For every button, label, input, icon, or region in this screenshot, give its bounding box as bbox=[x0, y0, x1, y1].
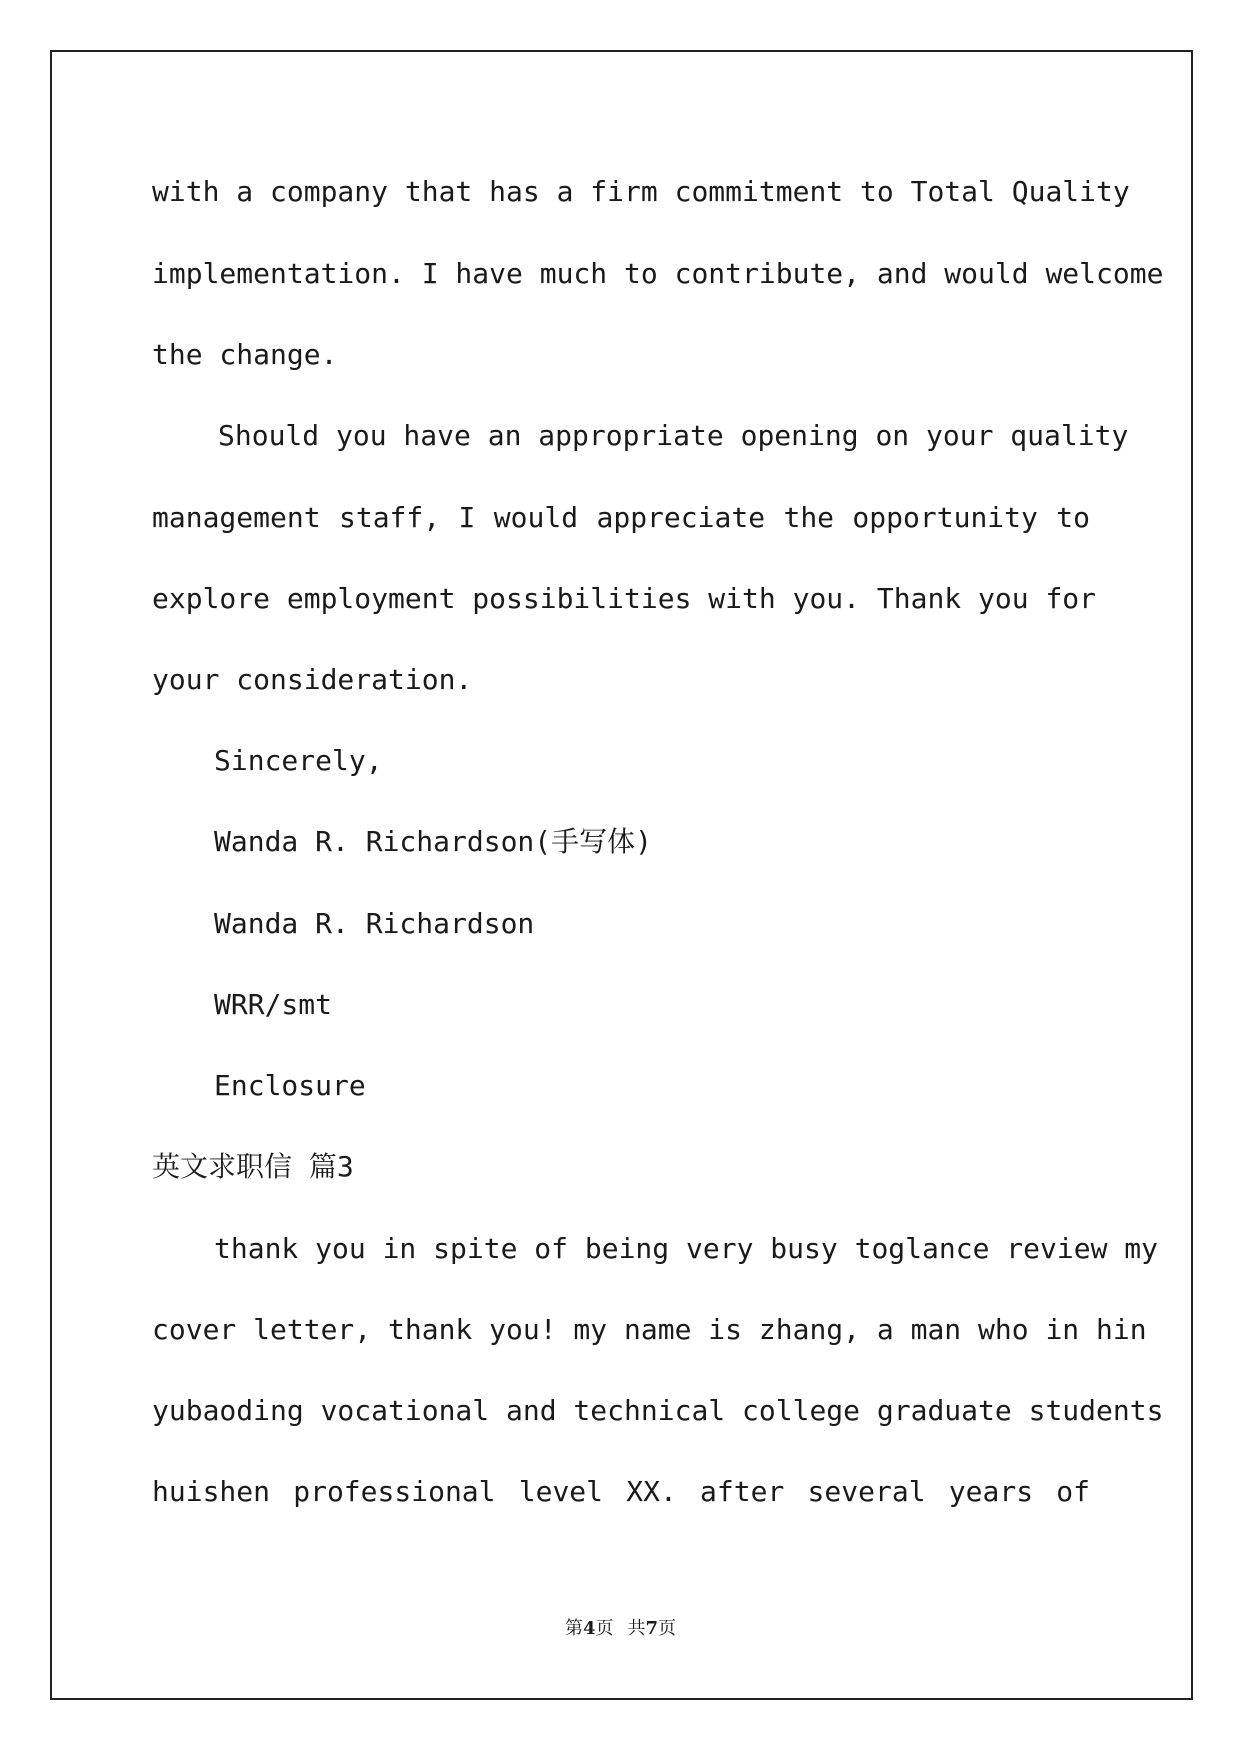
closing-sincerely: Sincerely, bbox=[214, 744, 383, 777]
paragraph-should-line-3: explore employment possibilities with you. Thank you for bbox=[152, 582, 1097, 615]
paragraph-thanks-line-4: huishen professional level XX. after several years of bbox=[152, 1475, 1090, 1508]
paragraph-thanks-line-3: yubaoding vocational and technical college graduate students bbox=[152, 1394, 1164, 1427]
signature-handwritten-note: Wanda R. Richardson(手写体) bbox=[214, 825, 653, 858]
footer-prefix: 第 bbox=[564, 1618, 583, 1639]
paragraph-should-line-1: Should you have an appropriate opening on your quality bbox=[218, 419, 1129, 452]
footer-total-prefix: 共 bbox=[627, 1618, 646, 1639]
paragraph-thanks-line-2: cover letter, thank you! my name is zhang, a man who in hin bbox=[152, 1313, 1147, 1346]
footer-page-unit: 页 bbox=[595, 1618, 614, 1639]
page-number-footer bbox=[0, 1617, 1241, 1641]
footer-current-page: 4 bbox=[582, 1618, 596, 1639]
reference-initials: WRR/smt bbox=[214, 988, 333, 1021]
paragraph-thanks-line-1: thank you in spite of being very busy toglance review my bbox=[214, 1232, 1159, 1265]
body-line-3: the change. bbox=[152, 338, 338, 371]
footer-total-pages: 7 bbox=[645, 1618, 659, 1639]
enclosure-note: Enclosure bbox=[214, 1069, 366, 1102]
body-line-1: with a company that has a firm commitment to Total Quality bbox=[152, 175, 1130, 208]
section-heading: 英文求职信 篇3 bbox=[152, 1150, 354, 1183]
body-line-2: implementation. I have much to contribute, and would welcome bbox=[152, 257, 1164, 290]
paragraph-should-line-4: your consideration. bbox=[152, 663, 473, 696]
page-frame bbox=[50, 50, 1193, 1700]
signature-typed-name: Wanda R. Richardson bbox=[214, 907, 535, 940]
footer-total-unit: 页 bbox=[658, 1618, 677, 1639]
paragraph-should-line-2: management staff, I would appreciate the opportunity to bbox=[152, 501, 1090, 534]
